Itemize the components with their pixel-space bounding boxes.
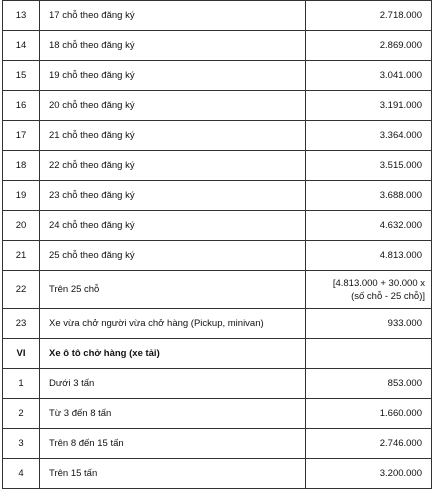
fee-amount: 3.515.000 bbox=[306, 151, 432, 181]
vehicle-description: 25 chỗ theo đăng ký bbox=[40, 241, 306, 271]
vehicle-description: Trên 15 tấn bbox=[40, 459, 306, 489]
table-row bbox=[3, 61, 432, 91]
row-number: 22 bbox=[3, 271, 40, 309]
table-row bbox=[3, 241, 432, 271]
fee-amount: 3.364.000 bbox=[306, 121, 432, 151]
row-number: 19 bbox=[3, 181, 40, 211]
row-number: 4 bbox=[3, 459, 40, 489]
table-row bbox=[3, 121, 432, 151]
vehicle-description: 19 chỗ theo đăng ký bbox=[40, 61, 306, 91]
fee-amount: 3.191.000 bbox=[306, 91, 432, 121]
fee-amount: 3.041.000 bbox=[306, 61, 432, 91]
vehicle-description: Trên 8 đến 15 tấn bbox=[40, 429, 306, 459]
fee-amount: 2.869.000 bbox=[306, 31, 432, 61]
row-number: 16 bbox=[3, 91, 40, 121]
vehicle-description: 21 chỗ theo đăng ký bbox=[40, 121, 306, 151]
vehicle-description: 22 chỗ theo đăng ký bbox=[40, 151, 306, 181]
table-row bbox=[3, 429, 432, 459]
table-row bbox=[3, 1, 432, 31]
fee-amount bbox=[306, 339, 432, 369]
fee-amount: 2.746.000 bbox=[306, 429, 432, 459]
row-number: 2 bbox=[3, 399, 40, 429]
fee-formula-line: (số chỗ - 25 chỗ)] bbox=[351, 290, 425, 302]
row-number: 14 bbox=[3, 31, 40, 61]
row-number: 3 bbox=[3, 429, 40, 459]
vehicle-description: Từ 3 đến 8 tấn bbox=[40, 399, 306, 429]
row-number: 20 bbox=[3, 211, 40, 241]
row-number: 23 bbox=[3, 309, 40, 339]
row-number: 17 bbox=[3, 121, 40, 151]
section-header-row bbox=[3, 339, 432, 369]
table-row bbox=[3, 211, 432, 241]
row-number: 13 bbox=[3, 1, 40, 31]
table-row bbox=[3, 399, 432, 429]
fee-amount: 933.000 bbox=[306, 309, 432, 339]
table-row bbox=[3, 459, 432, 489]
table-row bbox=[3, 91, 432, 121]
table-row bbox=[3, 369, 432, 399]
vehicle-description: 17 chỗ theo đăng ký bbox=[40, 1, 306, 31]
table-row bbox=[3, 151, 432, 181]
row-number: 15 bbox=[3, 61, 40, 91]
fee-amount: 4.632.000 bbox=[306, 211, 432, 241]
fee-formula bbox=[306, 271, 432, 309]
vehicle-description: Trên 25 chỗ bbox=[40, 271, 306, 309]
fee-formula-line: [4.813.000 + 30.000 x bbox=[332, 277, 425, 289]
vehicle-description: Dưới 3 tấn bbox=[40, 369, 306, 399]
fee-amount: 3.688.000 bbox=[306, 181, 432, 211]
vehicle-description: 18 chỗ theo đăng ký bbox=[40, 31, 306, 61]
row-number: 18 bbox=[3, 151, 40, 181]
insurance-fee-table bbox=[2, 0, 432, 489]
table-row bbox=[3, 309, 432, 339]
vehicle-description: 20 chỗ theo đăng ký bbox=[40, 91, 306, 121]
section-number: VI bbox=[3, 339, 40, 369]
fee-amount: 3.200.000 bbox=[306, 459, 432, 489]
table-row bbox=[3, 181, 432, 211]
row-number: 1 bbox=[3, 369, 40, 399]
table-row bbox=[3, 271, 432, 309]
fee-amount: 4.813.000 bbox=[306, 241, 432, 271]
fee-amount: 853.000 bbox=[306, 369, 432, 399]
vehicle-description: 23 chỗ theo đăng ký bbox=[40, 181, 306, 211]
row-number: 21 bbox=[3, 241, 40, 271]
vehicle-description: 24 chỗ theo đăng ký bbox=[40, 211, 306, 241]
fee-amount: 2.718.000 bbox=[306, 1, 432, 31]
vehicle-description: Xe vừa chở người vừa chở hàng (Pickup, minivan) bbox=[40, 309, 306, 339]
section-title: Xe ô tô chở hàng (xe tải) bbox=[40, 339, 306, 369]
table-row bbox=[3, 31, 432, 61]
fee-amount: 1.660.000 bbox=[306, 399, 432, 429]
